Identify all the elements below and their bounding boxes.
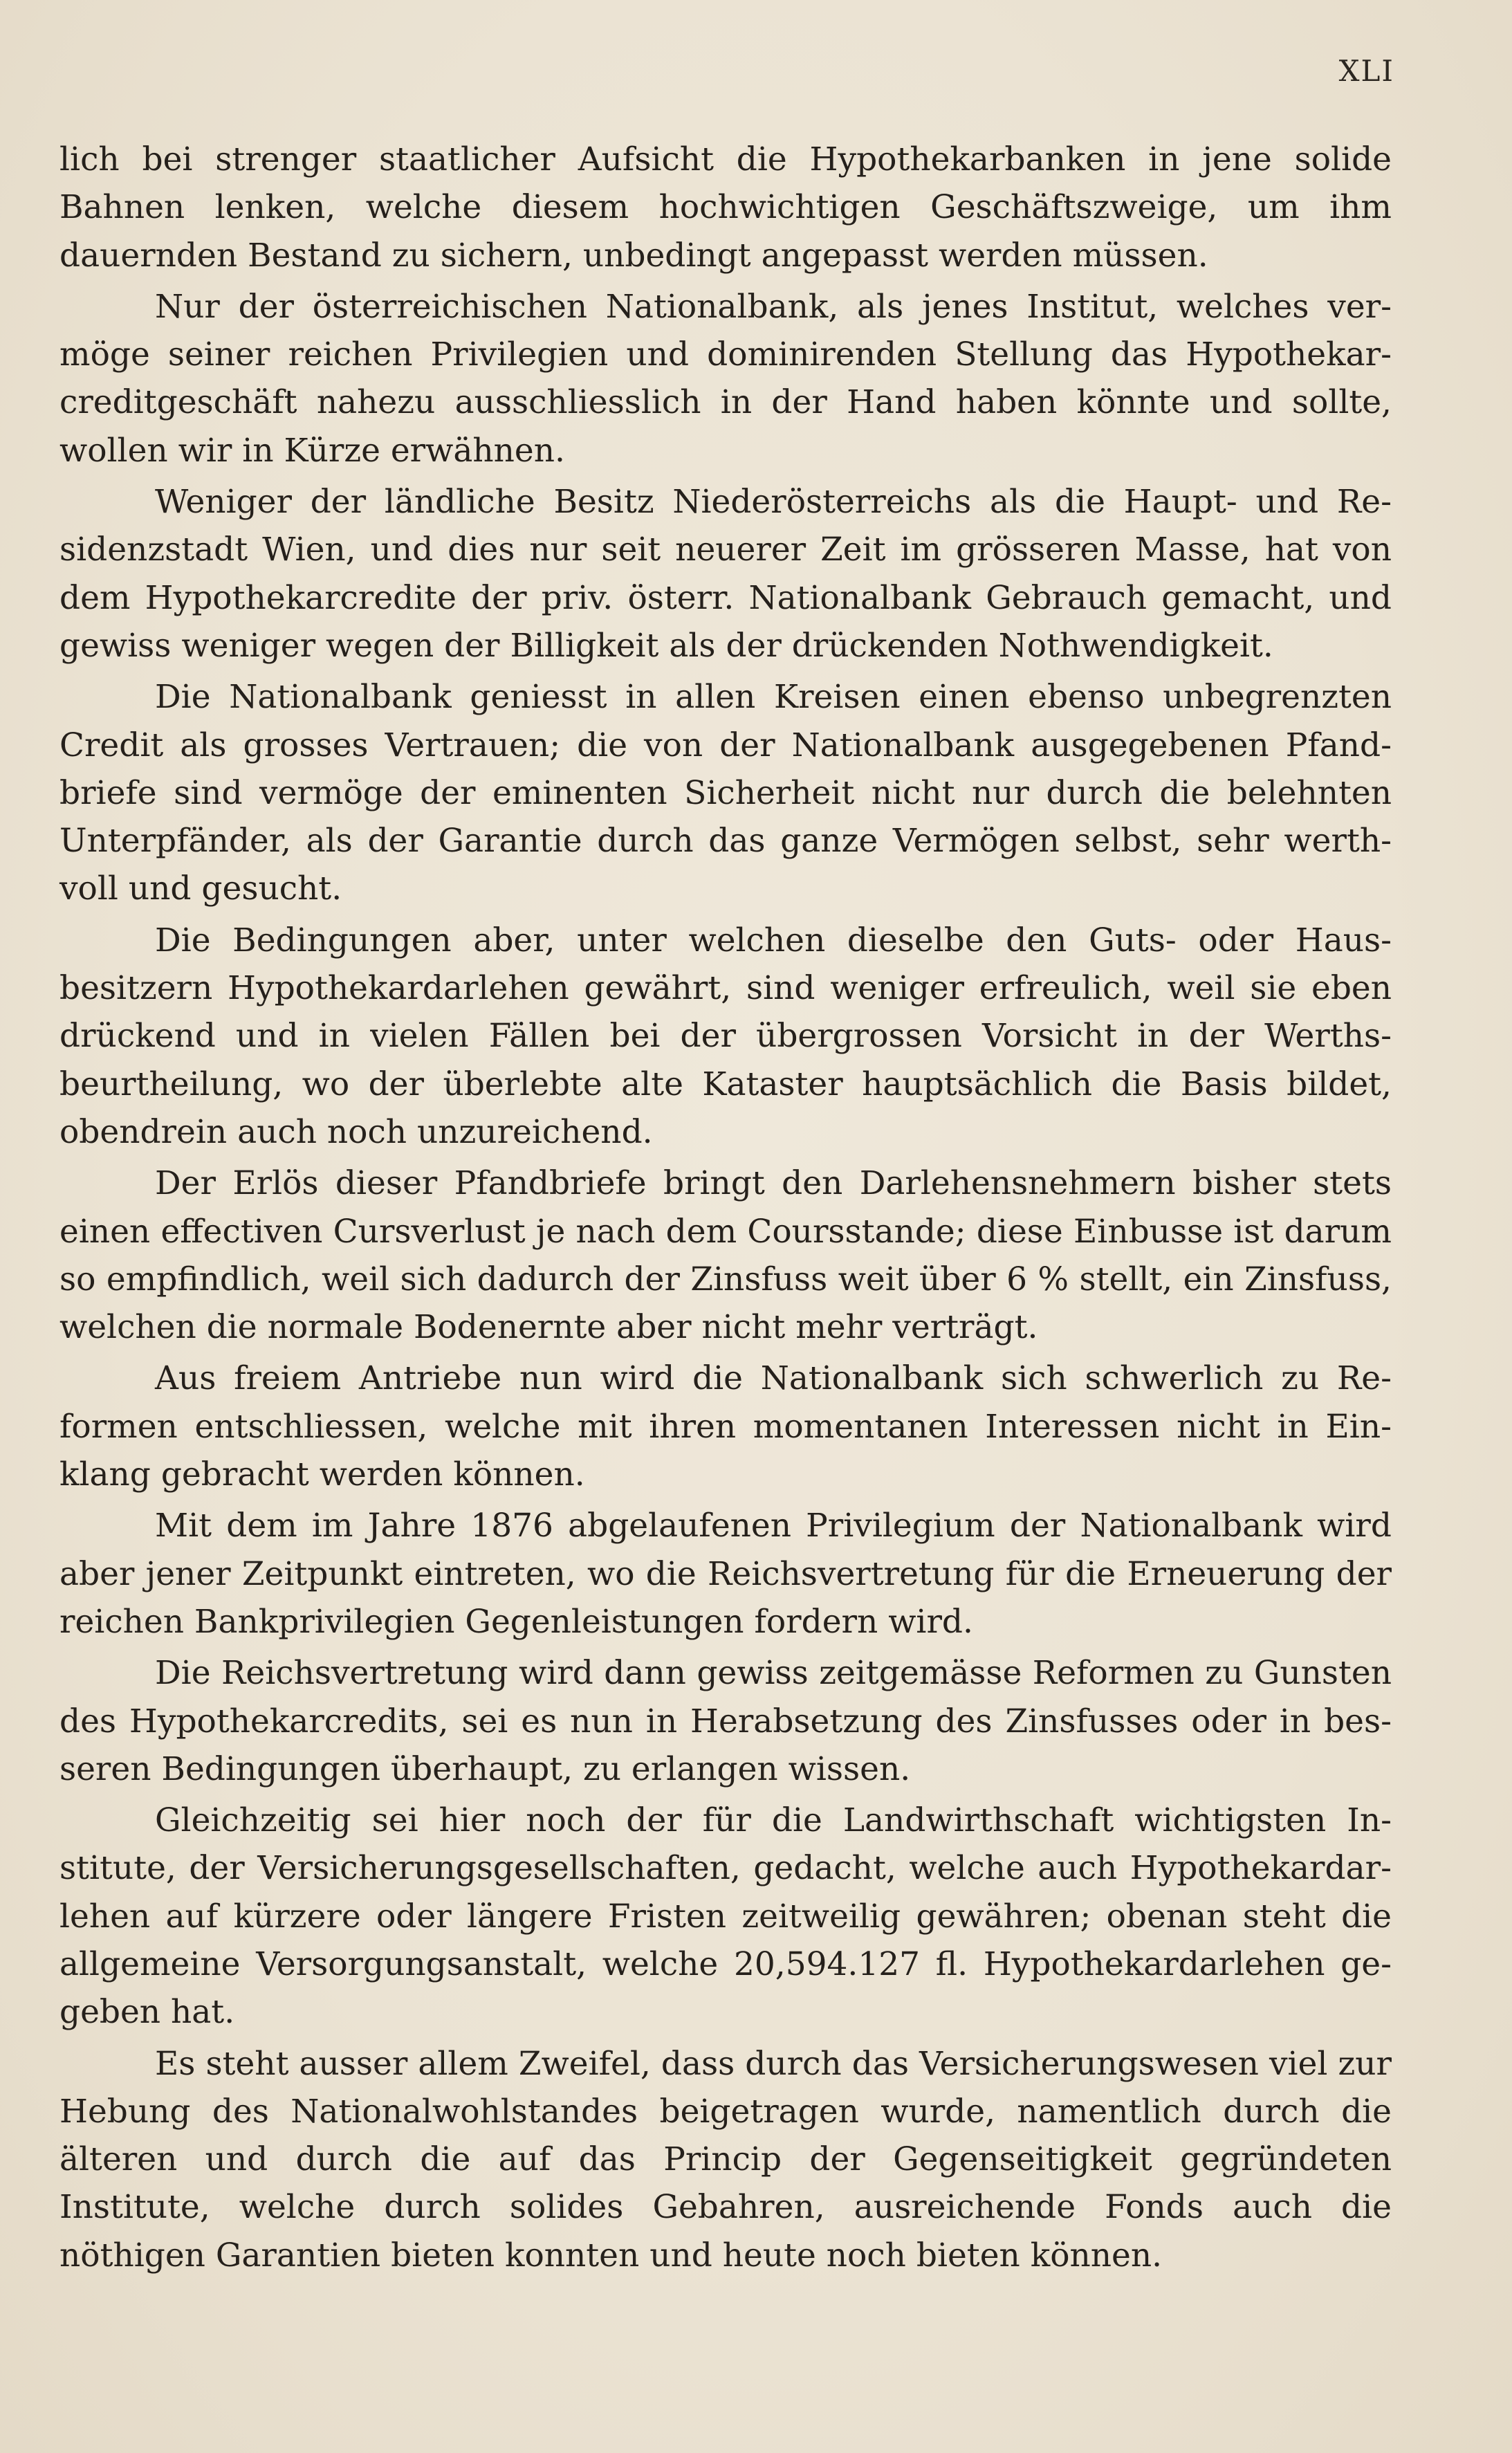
paragraph-erloes: Der Erlös dieser Pfandbriefe bringt den Darlehensnehmern bisher stets einen effectiven Cursverlust je nach dem Coursstande; diese Einbusse ist darum so empfindlich, weil sich dadurch der Zinsfuss weit über 6 % stellt, ein Zinsfuss, welchen die normale Bodenernte aber nicht mehr verträgt. [59, 1164, 1392, 1347]
paragraph-reichsvertretung: Die Reichsvertretung wird dann gewiss zeitgemässe Reformen zu Gunsten des Hypothekarcredits, sei es nun in Herabsetzung des Zinsfusses oder in besseren Bedingungen überhaupt, zu erlangen wissen. [59, 1654, 1392, 1788]
paragraph-wien: Weniger der ländliche Besitz Niederösterreichs als die Haupt- und Residenzstadt Wien, und dies nur seit neuerer Zeit im grösseren Masse, hat von dem Hypothekarcredite der priv. österr. Nationalbank Gebrauch gemacht, und gewiss weniger wegen der Billigkeit als der drückenden Nothwendigkeit. [59, 483, 1392, 665]
paragraph-privilegium: Mit dem im Jahre 1876 abgelaufenen Privilegium der Nationalbank wird aber jener Zeitpunkt eintreten, wo die Reichsvertretung für die Erneuerung der reichen Bankprivilegien Gegenleistungen fordern wird. [59, 1507, 1392, 1641]
page-body [59, 136, 1392, 2283]
paragraph-nationalwohlstand: Es steht ausser allem Zweifel, dass durch das Versicherungswesen viel zur Hebung des Nationalwohlstandes beigetragen wurde, namentlich durch die älteren und durch die auf das Princip der Gegenseitigkeit gegründeten Institute, welche durch solides Gebahren, ausreichende Fonds auch die nöthigen Garantien bieten konnten und heute noch bieten können. [59, 2044, 1392, 2275]
page-number: XLI [1338, 54, 1394, 88]
paragraph-versicherung: Gleichzeitig sei hier noch der für die Landwirthschaft wichtigsten Institute, der Versicherungsgesellschaften, gedacht, welche auch Hypothekardarlehen auf kürzere oder längere Fristen zeitweilig gewähren; obenan steht die allgemeine Versorgungsanstalt, welche 20,594.127 fl. Hypothekardarlehen gegeben hat. [59, 1801, 1392, 2032]
paragraph-reformen: Aus freiem Antriebe nun wird die Nationalbank sich schwerlich zu Reformen entschliessen, welche mit ihren momentanen Interessen nicht in Einklang gebracht werden können. [59, 1359, 1392, 1494]
paragraph-bedingungen: Die Bedingungen aber, unter welchen dieselbe den Guts- oder Hausbesitzern Hypothekardarlehen gewährt, sind weniger erfreulich, weil sie eben drückend und in vielen Fällen bei der übergrossen Vorsicht in der Werthsbeurtheilung, wo der überlebte alte Kataster hauptsächlich die Basis bildet, obendrein auch noch unzureichend. [59, 921, 1392, 1151]
paragraph-nationalbank: Nur der österreichischen Nationalbank, als jenes Institut, welches vermöge seiner reichen Privilegien und dominirenden Stellung das Hypothekarcreditgeschäft nahezu ausschliesslich in der Hand haben könnte und sollte, wollen wir in Kürze erwähnen. [59, 287, 1392, 470]
paragraph-credit: Die Nationalbank geniesst in allen Kreisen einen ebenso unbegrenzten Credit als grosses Vertrauen; die von der Nationalbank ausgegebenen Pfandbriefe sind vermöge der eminenten Sicherheit nicht nur durch die belehnten Unterpfänder, als der Garantie durch das ganze Vermögen selbst, sehr werthvoll und gesucht. [59, 678, 1392, 908]
paragraph-continuation: lich bei strenger staatlicher Aufsicht die Hypothekarbanken in jene solide Bahnen lenken, welche diesem hochwichtigen Geschäftszweige, um ihm dauernden Bestand zu sichern, unbedingt angepasst werden müssen. [59, 140, 1392, 275]
